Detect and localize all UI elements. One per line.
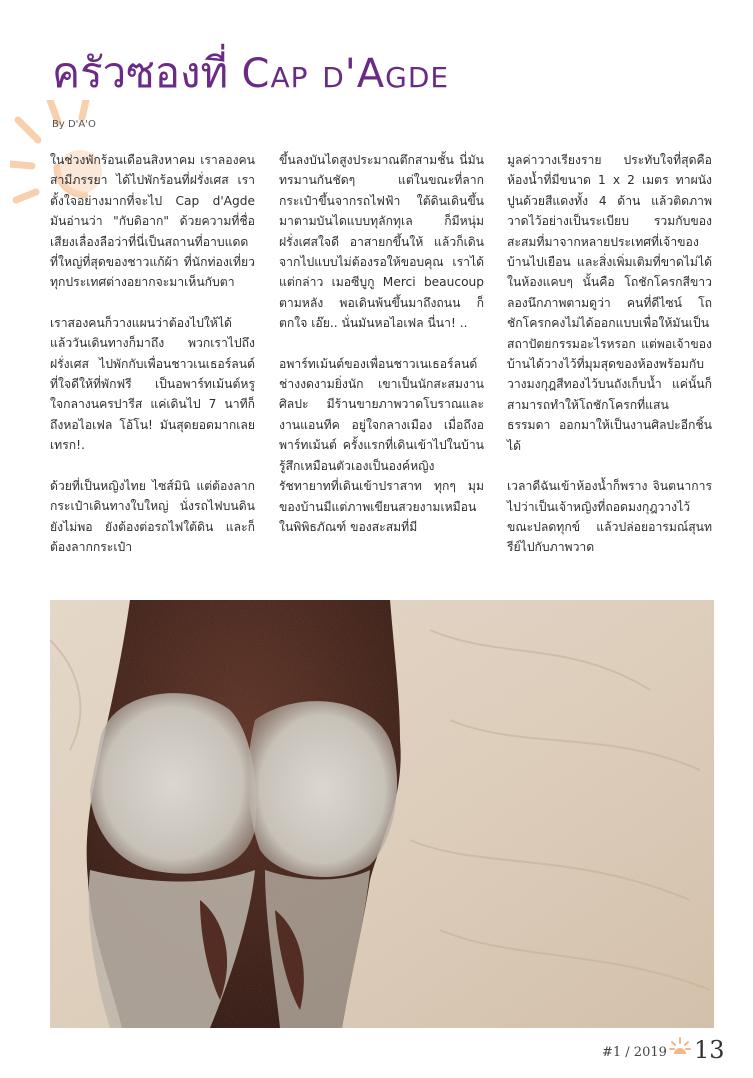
paragraph: ในช่วงพักร้อนเดือนสิงหาคม เราลองคนสามีภรรยา ได้ไปพักร้อนที่ฝรั่งเศส เราตั้งใจอย่างมากที่จะไป Cap d'Agde มันอ่านว่า "กับดิอาก" ด้วยความที่ชื่อเสียงเลื่องลือว่าที่นี่เป็นสถานที่อาบแดดที่ใหญ่ที่สุดของชาวแก้ผ้า ที่นักท่องเที่ยวทุกประเทศต่างอยากจะมาเห็นกับตา (50, 153, 255, 290)
sun-icon (668, 1036, 692, 1060)
paragraph: เวลาดีฉันเข้าห้องน้ำก็พราง จินตนาการไปว่าเป็นเจ้าหญิงที่ถอดมงกุฎวางไว้ขณะปลดทุกข์ แล้วปล่อยอารมณ์สุนทรีย์ไปกับภาพวาด (507, 479, 712, 555)
paragraph: ขึ้นลงบันไดสูงประมาณตึกสามชั้น นี่มันทรมานกันชัดๆ แต่ในขณะที่ลากกระเป๋าขึ้นจากรถไฟฟ้า ใต้ดินเดินขึ้นมาตามบันไดแบบทุลักทุเล ก็มีหนุ่มฝรั่งเศสใจดี อาสายกขึ้นให้ แล้วก็เดินจากไปแบบไม่ต้องรอให้ขอบคุณ เราได้แต่กล่าว เมอซีบูกู Merci beaucoup ตามหลัง พอเดินพ้นขึ้นมาถึงถนน ก็ตกใจ เอ๊ย.. นั่นมันหอไอเฟล นี่นา! .. (279, 153, 484, 331)
text-column-3 (507, 150, 712, 578)
page-number: 13 (694, 1036, 725, 1064)
text-column-1 (50, 150, 255, 577)
article-title (52, 46, 449, 101)
issue-number: #1 / 2019 (602, 1045, 667, 1060)
paragraph: ด้วยที่เป็นหญิงไทย ไซส์มินิ แต่ต้องลากกระเป๋าเดินทางใบใหญ่ นั่งรถไฟบนดินยังไม่พอ ยังต้องต่อรถไฟใต้ดิน และก็ต้องลากกระเป๋า (50, 478, 255, 554)
byline: By D'A'O (52, 119, 96, 130)
paragraph: เราสองคนก็วางแผนว่าต้องไปให้ได้ แล้ววันเดินทางก็มาถึง พวกเราไปถึงฝรั่งเศส ไปพักกับเพื่อนชาวเนเธอร์ลนด์ที่ใจดีให้ที่พักฟรี เป็นอพาร์ทเม้นต์หรูใจกลางนครปารีส แค่เดินไป 7 นาทีก็ถึงหอไอเฟล โอ้โน! มันสุดยอดมากเลยเทรก!. (50, 315, 255, 453)
text-column-2 (279, 150, 484, 557)
title-thai: ครัวซองที่ (52, 48, 229, 97)
paragraph: มูลค่าวางเรียงราย ประทับใจที่สุดคือห้องน้ำที่มีขนาด 1 x 2 เมตร ทาผนังปูนด้วยสีแดงทั้ง 4 ด้าน แล้วติดภาพวาดไว้อย่างเป็นระเบียบ รวมกับของสะสมที่มาจากหลายประเทศที่เจ้าของบ้านไปเยือน และสิ่งเพิ่มเติมที่ขาดไม่ได้ในห้องแคบๆ นั้นคือ โถชักโครกสีขาว ลองนึกภาพตามดูว่า คนที่ดีไซน์ โถชักโครกคงไม่ได้ออกแบบเพื่อให้มันเป็นสถาปัตยกรรมอะไรหรอก แต่พอเจ้าของบ้านได้วางไว้ที่มุมสุดของห้องพร้อมกับวางมงกุฎสีทองไว้บนถังเก็บน้ำ แค่นั้นก็สามารถทำให้โถชักโครกที่แสนธรรมดา ออกมาให้เป็นงานศิลปะอีกชิ้นได้ (507, 153, 712, 453)
article-photo (50, 600, 714, 1028)
title-latin: Cap d'Agde (241, 51, 450, 97)
paragraph: อพาร์ทเม้นต์ของเพื่อนชาวเนเธอร์ลนด์ ช่างงดงามยิ่งนัก เขาเป็นนักสะสมงานศิลปะ มีร้านขายภาพวาดโบราณและงานแอนทีค อยู่ใจกลางเมือง เมื่อถึงอพาร์ทเม้นต์ ครั้งแรกที่เดินเข้าไปในบ้าน รู้สึกเหมือนตัวเองเป็นองค์หญิงรัชทายาทที่เดินเข้าปราสาท ทุกๆ มุมของบ้านมีแต่ภาพเขียนสวยงามเหมือนในพิพิธภัณฑ์ ของสะสมที่มี (279, 356, 484, 534)
